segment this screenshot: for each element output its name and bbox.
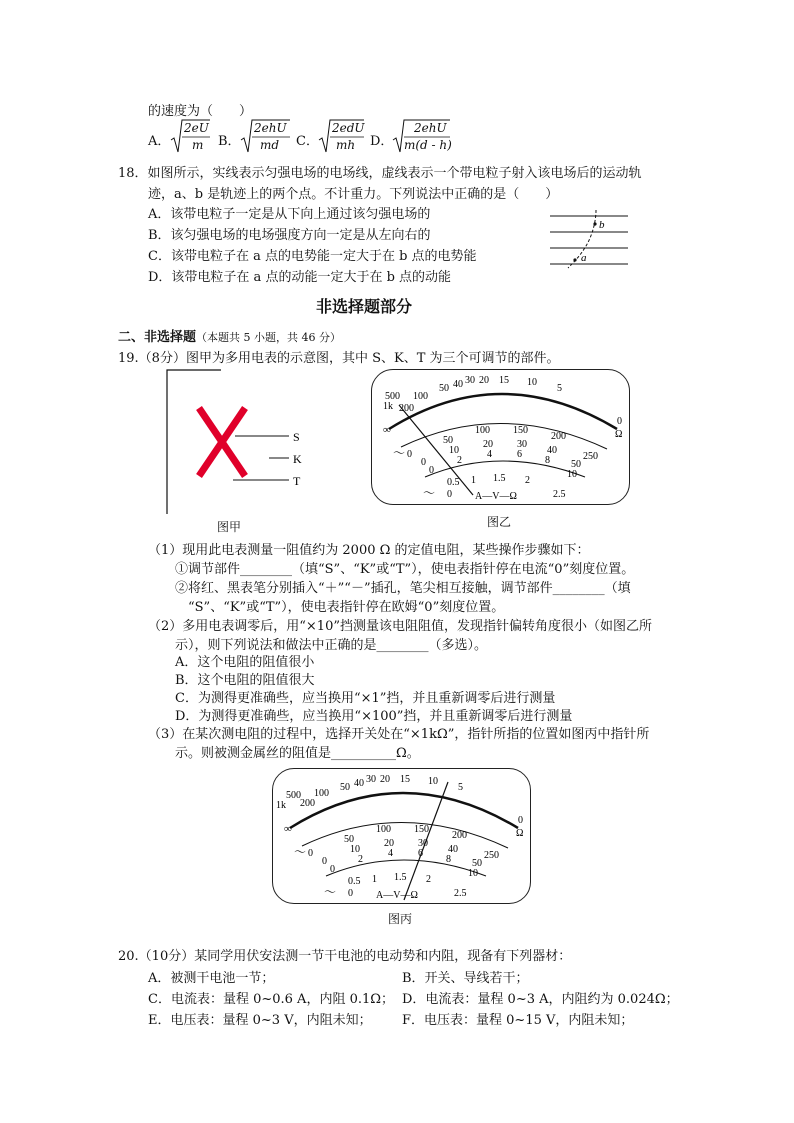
dc-100: 100 [475, 425, 490, 436]
ohm-unit: Ω [615, 429, 623, 440]
dc-200: 200 [452, 830, 467, 841]
q19-sub1-line4: “S”、“K”或“T”），使电表指针停在欧姆“0”刻度位置。 [188, 600, 505, 615]
ohm-unit: Ω [516, 828, 524, 839]
dc-arc [302, 822, 508, 848]
q19-sub3-line2: 示。则被测金属丝的阻值是__________Ω。 [175, 746, 420, 761]
q20-option-e: E．电压表：量程 0~3 V，内阻未知； [148, 1013, 372, 1028]
fig-yi-meter [371, 369, 630, 505]
dc2-0: 0 [322, 856, 327, 867]
dc2-30: 30 [418, 838, 428, 849]
ac-0: 0 [447, 489, 452, 500]
ac-1: 1 [372, 874, 377, 885]
part-t-label: T [293, 474, 301, 488]
q18-option-c: C．该带电粒子在 a 点的电势能一定大于在 b 点的电势能 [148, 249, 477, 264]
dc3-6: 6 [517, 449, 522, 460]
ohm-500: 500 [286, 790, 301, 801]
q17-options [148, 118, 468, 154]
ac-1-5: 1.5 [394, 872, 407, 883]
ohm-100: 100 [314, 788, 329, 799]
dc3-4: 4 [487, 449, 492, 460]
ac-0: 0 [348, 888, 353, 899]
q19-sub2-option-d: D．为测得更准确些，应当换用“×100”挡，并且重新调零后进行测量 [175, 709, 573, 724]
q17-option-a-num: 2eU [184, 121, 209, 135]
q18-line2: 迹，a、b 是轨迹上的两个点。不计重力。下列说法中正确的是（ ） [148, 187, 559, 202]
ohm-15: 15 [499, 375, 509, 386]
ohm-200: 200 [300, 798, 315, 809]
dc2-40: 40 [547, 445, 557, 456]
dc-0: 0 [308, 848, 313, 859]
ac-symbol: ～ [324, 885, 337, 899]
q19-sub2-option-a: A．这个电阻的阻值很小 [175, 655, 315, 670]
dc2-10: 10 [350, 844, 360, 855]
ohm-5: 5 [557, 383, 562, 394]
dc2-40: 40 [448, 844, 458, 855]
dc2-20: 20 [483, 439, 493, 450]
ac-2: 2 [426, 874, 431, 885]
q17-option-d-den: m(d - h) [404, 138, 452, 152]
ohm-20: 20 [380, 774, 390, 785]
q17-option-b-label: B． [218, 134, 241, 149]
ohm-30: 30 [366, 774, 376, 785]
q17-option-a-den: m [192, 138, 204, 152]
ohm-100: 100 [413, 391, 428, 402]
part2-title: 二、非选择题 [118, 330, 197, 345]
fig-jia [165, 368, 315, 518]
q17-option-b-den: md [260, 138, 280, 152]
q20-line1: 20.（10分）某同学用伏安法测一节干电池的电动势和内阻，现备有下列器材： [118, 949, 572, 964]
dc2-30: 30 [517, 439, 527, 450]
point-b [593, 222, 596, 225]
q18-option-d: D．该带电粒子在 a 点的动能一定大于在 b 点的动能 [148, 270, 452, 285]
q20-option-b: B．开关、导线若干； [402, 971, 529, 986]
dc-150: 150 [513, 425, 528, 436]
dc-200: 200 [551, 431, 566, 442]
ohm-10: 10 [428, 776, 438, 787]
q19-sub1-line1: （1）现用此电表测量一阻值约为 2000 Ω 的定值电阻，某些操作步骤如下： [148, 543, 590, 558]
ohm-200: 200 [399, 403, 414, 414]
dc-0: 0 [407, 449, 412, 460]
dc3-4: 4 [388, 848, 393, 859]
q19-line1: 19.（8分）图甲为多用电表的示意图，其中 S、K、T 为三个可调节的部件。 [118, 351, 560, 366]
avo-label: A—V—Ω [376, 890, 418, 901]
dc3-2: 2 [358, 854, 363, 865]
ohm-20: 20 [479, 375, 489, 386]
dc-symbol: ～ [294, 845, 307, 859]
dc3-6: 6 [418, 848, 423, 859]
part2-heading [118, 326, 341, 345]
part2-note: （本题共 5 小题，共 46 分） [196, 331, 341, 344]
q19-sub2-line2: 示），则下列说法和做法中正确的是________（多选）。 [175, 638, 488, 653]
ac-1-5: 1.5 [493, 473, 506, 484]
avo-label: A—V—Ω [475, 491, 517, 502]
q19-sub2-option-c: C．为测得更准确些，应当换用“×1”挡，并且重新调零后进行测量 [175, 691, 556, 706]
ac-2-5: 2.5 [454, 888, 467, 899]
dc-100: 100 [376, 824, 391, 835]
dc-150: 150 [414, 824, 429, 835]
dc2-10: 10 [449, 445, 459, 456]
ohm-500: 500 [385, 391, 400, 402]
ohm-30: 30 [465, 375, 475, 386]
label-a: a [581, 252, 587, 264]
q19-sub1-line3: ②将红、黑表笔分别插入“＋”“－”插孔，笔尖相互接触，调节部件________（填 [175, 581, 631, 596]
q18-line1: 18．如图所示，实线表示匀强电场的电场线，虚线表示一个带电粒子射入该电场后的运动轨 [118, 166, 642, 181]
label-b: b [599, 219, 605, 231]
dc2-20: 20 [384, 838, 394, 849]
q17-option-c-num: 2edU [332, 121, 365, 135]
q17-option-d-label: D． [370, 134, 394, 149]
q18-field-figure [548, 208, 630, 270]
dc-50: 50 [443, 435, 453, 446]
q17-option-c-label: C． [296, 134, 319, 149]
infinity-label: ∞ [383, 424, 391, 436]
dc-symbol: ～ [393, 446, 406, 460]
q17-option-d-num: 2ehU [414, 121, 447, 135]
q17-option-c-den: mh [336, 138, 356, 152]
q19-sub2-line1: （2）多用电表调零后，用“×10”挡测量该电阻阻值，发现指针偏转角度很小（如图乙所 [148, 619, 652, 634]
fig-bing-caption: 图丙 [388, 912, 413, 926]
dc2-0: 0 [421, 457, 426, 468]
fig-jia-caption: 图甲 [217, 520, 242, 534]
fig-yi-caption: 图乙 [487, 515, 512, 529]
q17-option-b-num: 2ehU [254, 121, 287, 135]
ohm-40: 40 [354, 778, 364, 789]
ac-2: 2 [525, 475, 530, 486]
ac-1: 1 [471, 475, 476, 486]
ac-2-5: 2.5 [553, 489, 566, 500]
ohm-50: 50 [439, 383, 449, 394]
infinity-label: ∞ [284, 823, 292, 835]
q20-option-a: A．被测干电池一节； [148, 971, 275, 986]
q20-option-d: D．电流表：量程 0~3 A，内阻约为 0.024Ω； [402, 992, 679, 1007]
dc3-2: 2 [457, 455, 462, 466]
ohm-50: 50 [340, 782, 350, 793]
q19-sub2-option-b: B．这个电阻的阻值很大 [175, 673, 315, 688]
q18-option-a: A．该带电粒子一定是从下向上通过该匀强电场的 [148, 207, 431, 222]
dc-50: 50 [344, 834, 354, 845]
dc-250: 250 [583, 451, 598, 462]
part-s-label: S [293, 430, 300, 444]
q17-option-a-label: A． [148, 134, 171, 149]
ac-0-5: 0.5 [447, 477, 460, 488]
ohm-0: 0 [617, 416, 622, 427]
ohm-40: 40 [453, 379, 463, 390]
ac-symbol: ～ [423, 486, 436, 500]
q20-option-f: F．电压表：量程 0~15 V，内阻未知； [402, 1013, 634, 1028]
ohm-0: 0 [518, 815, 523, 826]
section-title: 非选择题部分 [316, 297, 413, 316]
dc-250: 250 [484, 850, 499, 861]
dc3-0: 0 [429, 465, 434, 476]
q19-sub1-line2: ①调节部件________（填“S”、“K”或“T”），使电表指针停在电流“0”刻度位置。 [175, 562, 635, 577]
fig-bing-meter [272, 768, 531, 904]
ohm-10: 10 [527, 377, 537, 388]
q19-sub3-line1: （3）在某次测电阻的过程中，选择开关处在“×1kΩ”，指针所指的位置如图丙中指针所 [148, 727, 650, 742]
dc3-0: 0 [330, 864, 335, 875]
point-a [573, 258, 576, 261]
dc2-50: 50 [571, 459, 581, 470]
ohm-1k: 1k [276, 800, 286, 811]
q20-option-c: C．电流表：量程 0~0.6 A，内阻 0.1Ω； [148, 992, 395, 1007]
q17-stem-tail: 的速度为（ ） [148, 104, 253, 119]
dc3-10: 10 [468, 868, 478, 879]
ac-0-5: 0.5 [348, 876, 361, 887]
ohm-1k: 1k [383, 401, 393, 412]
dc2-50: 50 [472, 858, 482, 869]
dc3-8: 8 [446, 854, 451, 865]
q18-option-b: B．该匀强电场的电场强度方向一定是从左向右的 [148, 228, 431, 243]
dc3-10: 10 [567, 469, 577, 480]
ohm-5: 5 [458, 782, 463, 793]
ohm-15: 15 [400, 774, 410, 785]
part-k-label: K [293, 452, 302, 466]
dc3-8: 8 [545, 455, 550, 466]
